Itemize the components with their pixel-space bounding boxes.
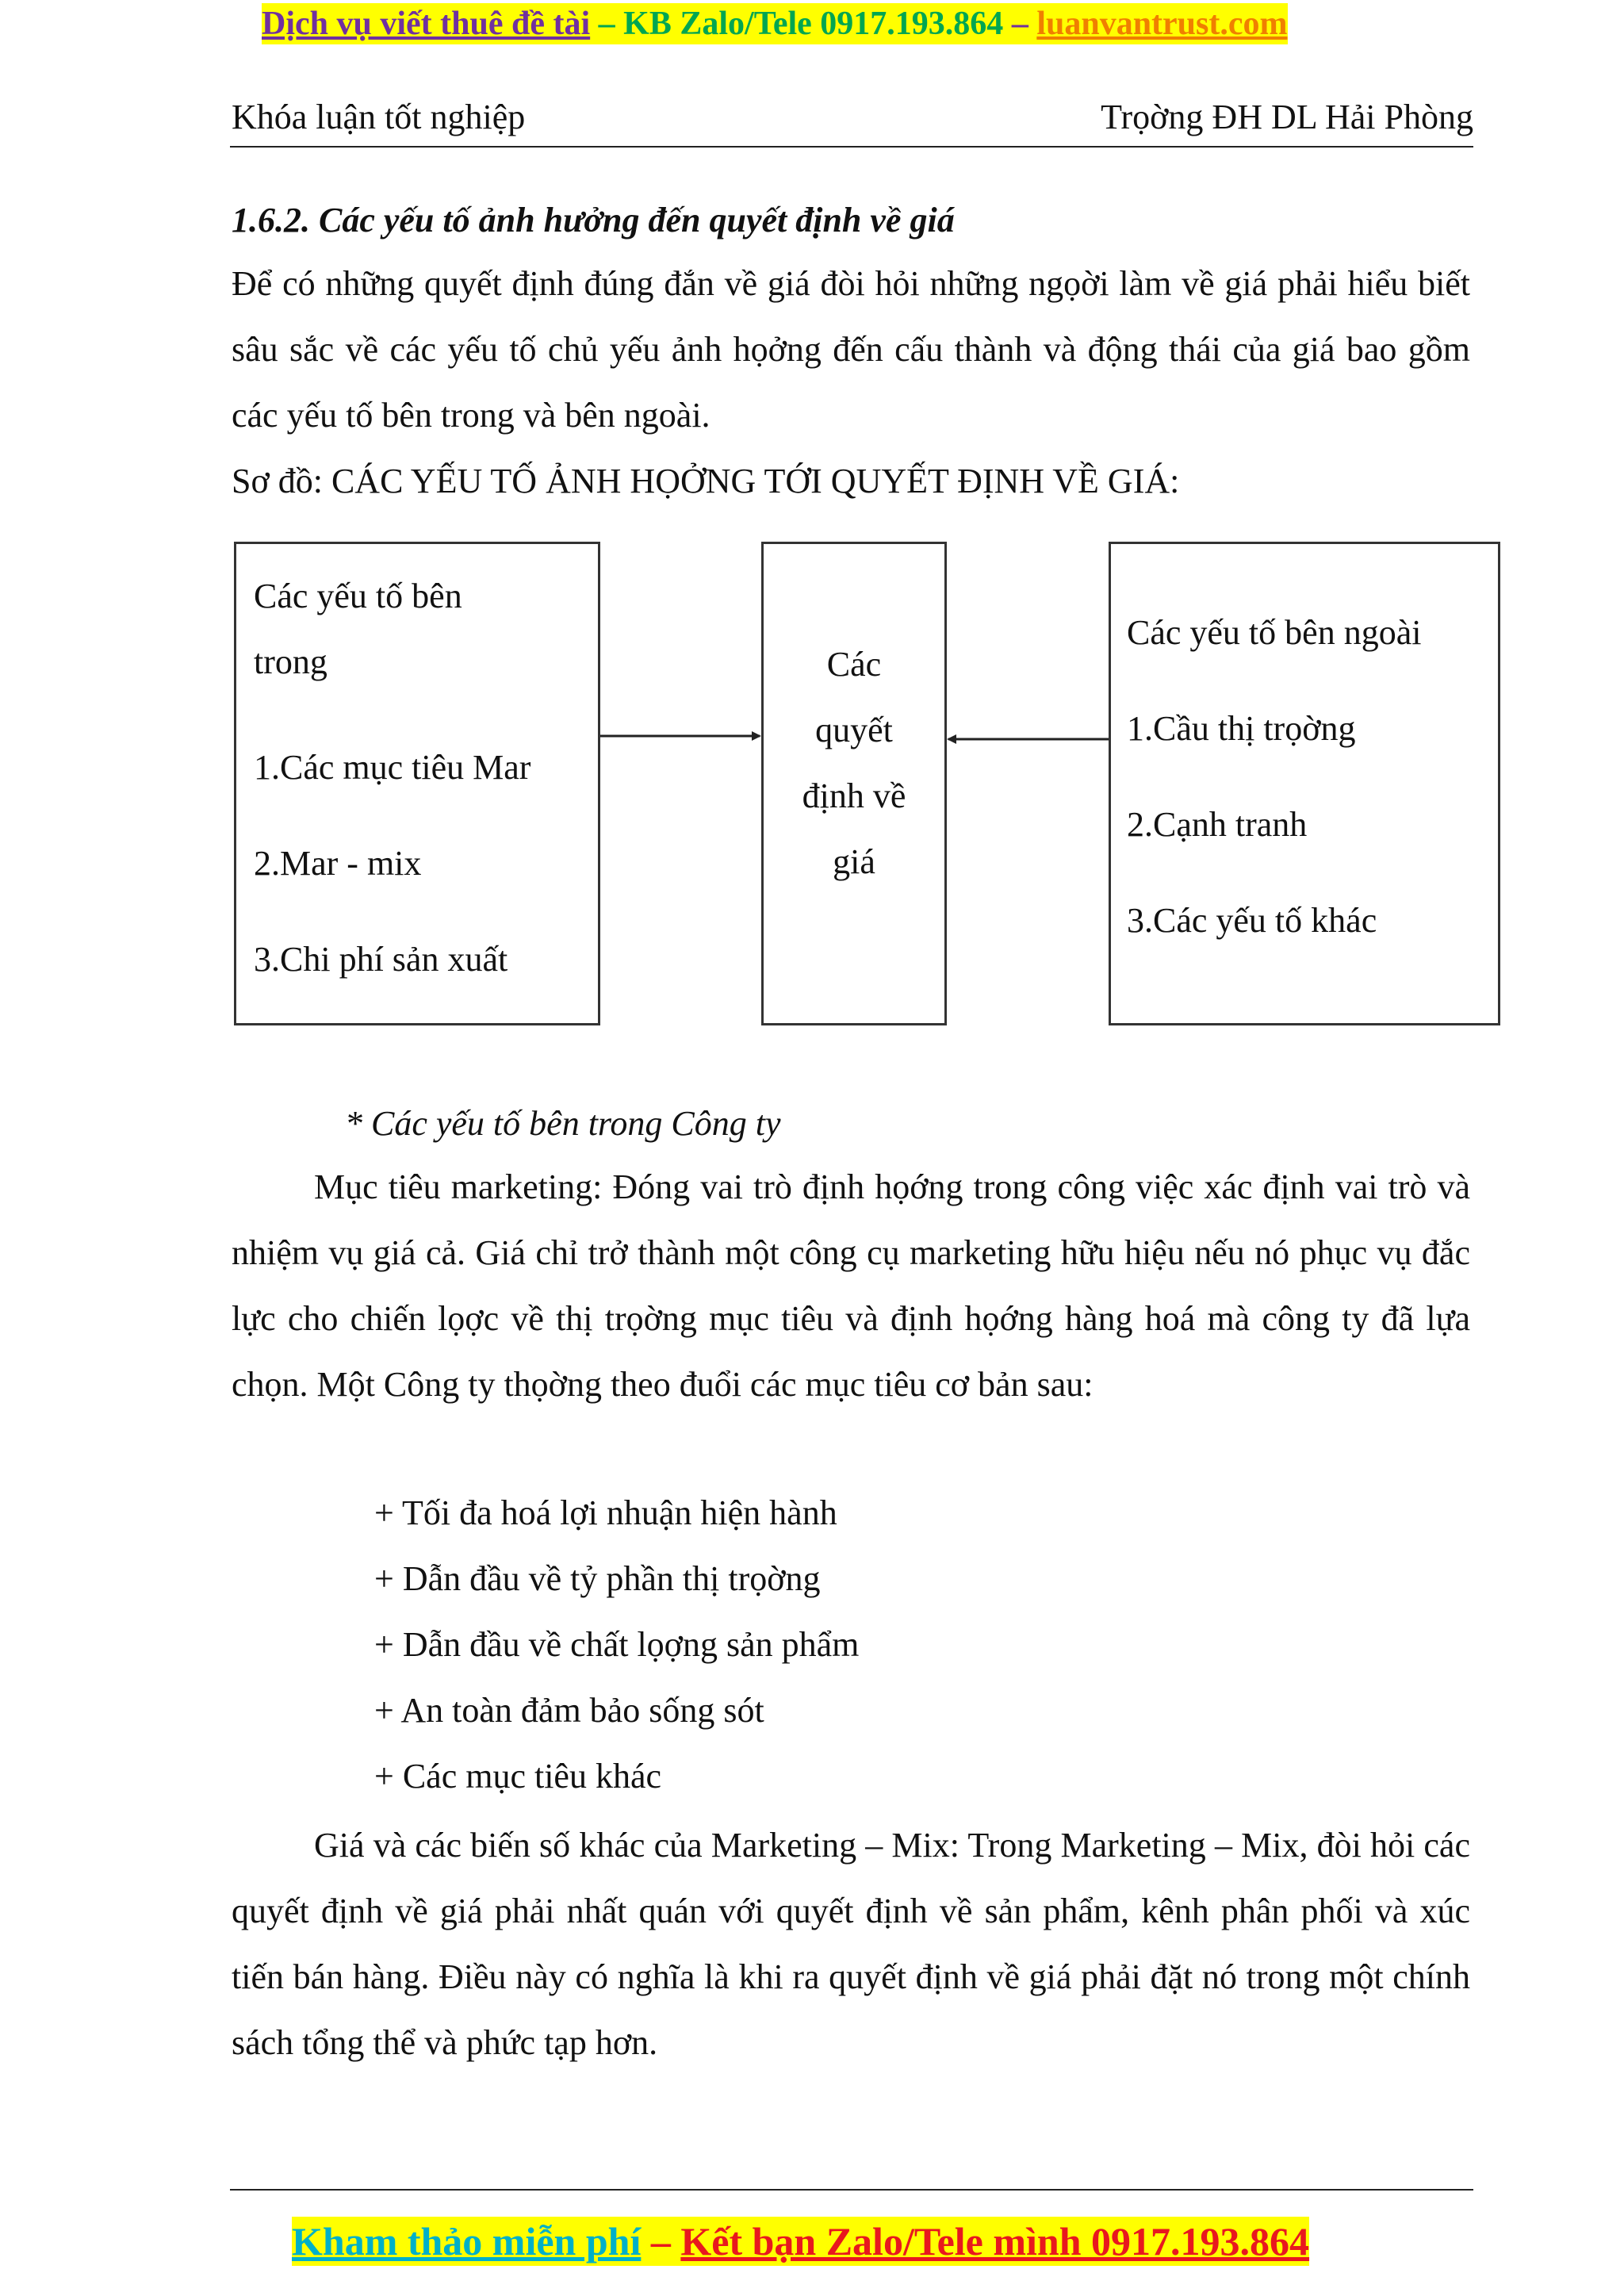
internal-item: 2.Mar - mix [254,844,422,883]
marketing-objectives-paragraph: Mục tiêu marketing: Đóng vai trò định họớng trong công việc xác định vai trò và nhiệm vụ giá cả. Giá chỉ trở thành một công cụ marketing hữu hiệu nếu nó phục vụ đắc lực cho chiến lọợc về thị trọờng mục tiêu và định họớng hàng hoá mà công ty đã lựa chọn. Một Công ty thọờng theo đuổi các mục tiêu cơ bản sau: [232,1167,1470,1404]
center-line: định về [802,776,906,815]
external-factors-box [1109,542,1500,1025]
marketing-mix-paragraph: Giá và các biến số khác của Marketing – Mix: Trong Marketing – Mix, đòi hỏi các quyết định về giá phải nhất quán với quyết định về sản phẩm, kênh phân phối và xúc tiến bán hàng. Điều này có nghĩa là khi ra quyết định về giá phải đặt nó trong một chính sách tổng thể và phức tạp hơn. [232,1826,1470,2062]
external-item: 2.Cạnh tranh [1127,805,1308,844]
banner-separator: – [641,2219,681,2263]
internal-item: 1.Các mục tiêu Mar [254,748,531,787]
external-title: Các yếu tố bên ngoài [1127,613,1422,652]
internal-title-line2: trong [254,642,327,681]
list-item: + Dẫn đầu về tỷ phần thị trọờng [374,1559,821,1598]
footer-divider [230,2189,1473,2191]
diagram-caption: Sơ đồ: CÁC YẾU TỐ ẢNH HỌỞNG TỚI QUYẾT ĐỊNH VỀ GIÁ: [232,462,1180,500]
external-item: 1.Cầu thị trọờng [1127,709,1356,748]
banner-free-reference-text: Kham thảo miễn phí [292,2219,642,2263]
top-banner [262,3,1288,44]
objectives-list [374,1480,859,1809]
header-school-name: Trọờng ĐH DL Hải Phòng [1101,98,1473,136]
banner-service-text: Dịch vụ viết thuê đề tài [262,6,591,42]
center-line: Các [826,645,882,684]
center-line: giá [833,842,875,881]
intro-paragraph: Để có những quyết định đúng đắn về giá đòi hỏi những ngọời làm về giá phải hiểu biết sâu sắc về các yếu tố chủ yếu ảnh họởng đến cấu thành và động thái của giá bao gồm các yếu tố bên trong và bên ngoài. [232,264,1470,435]
list-item: + Dẫn đầu về chất lọợng sản phẩm [374,1625,860,1664]
section-title: 1.6.2. Các yếu tố ảnh hưởng đến quyết định về giá [232,201,955,240]
internal-item: 3.Chi phí sản xuất [254,940,508,979]
internal-title-line1: Các yếu tố bên [254,577,462,615]
header-divider [230,146,1473,148]
list-item: + An toàn đảm bảo sống sót [374,1691,764,1730]
header-thesis-label: Khóa luận tốt nghiệp [232,98,526,136]
price-decisions-box [761,542,947,1025]
banner-separator: – [590,6,624,42]
banner-website-link[interactable]: luanvantrust.com [1036,6,1288,42]
external-item: 3.Các yếu tố khác [1127,901,1377,940]
banner-contact-text: KB Zalo/Tele 0917.193.864 [623,6,1004,42]
internal-factors-box [234,542,600,1025]
banner-contact-text: Kết bạn Zalo/Tele mình 0917.193.864 [680,2219,1310,2263]
list-item: + Tối đa hoá lợi nhuận hiện hành [374,1493,837,1532]
banner-separator: – [1003,6,1037,42]
internal-factors-subheading: * Các yếu tố bên trong Công ty [345,1104,781,1143]
list-item: + Các mục tiêu khác [374,1757,662,1796]
center-line: quyết [815,711,893,749]
bottom-banner [292,2217,1309,2266]
